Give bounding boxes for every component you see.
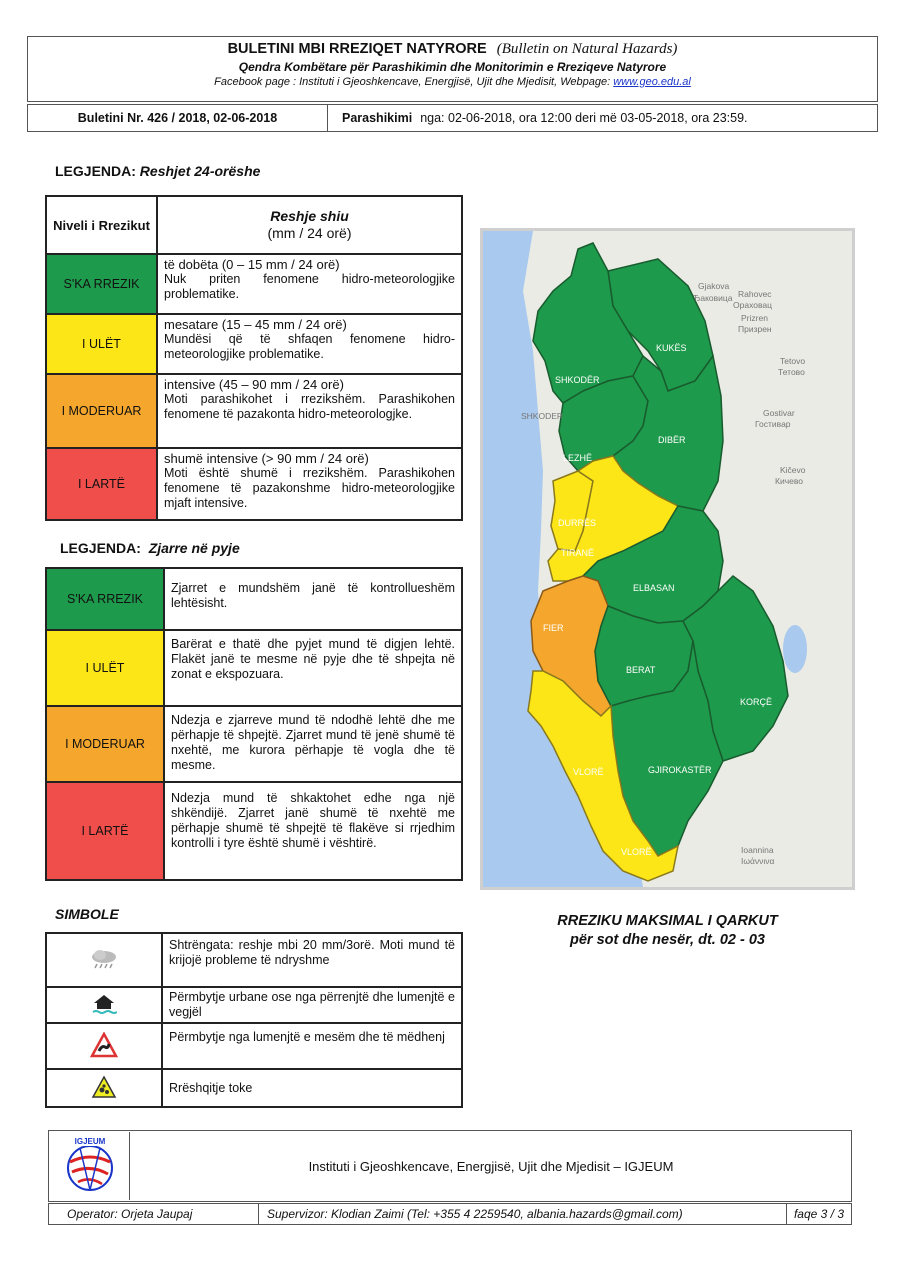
legend-fire-label: LEGJENDA: (60, 540, 141, 556)
risk-map (480, 228, 855, 890)
rain-desc-head: mesatare (15 – 45 mm / 24 orë) (164, 317, 347, 332)
bulletin-header (27, 36, 878, 102)
header-title: BULETINI MBI RREZIQET NATYRORE (227, 41, 487, 57)
footer-page: faqe 3 / 3 (793, 1207, 845, 1221)
legend-rain-subtitle: Reshjet 24-orëshe (139, 163, 261, 179)
storm-cloud-icon (46, 933, 162, 987)
footer-operator: Operator: Orjeta Jaupaj (49, 1204, 259, 1224)
bg-label: Тетово (778, 367, 805, 377)
symbol-row (46, 1023, 462, 1069)
lake (783, 625, 807, 673)
forecast-text: nga: 02-06-2018, ora 12:00 deri më 03-05-2018, ora 23:59. (420, 111, 748, 125)
bg-label: Призрен (738, 324, 772, 334)
rain-desc (157, 374, 462, 448)
fire-legend-table (45, 567, 463, 881)
rain-level-none: S'KA RREZIK (46, 254, 157, 314)
rain-col-amount-unit: (mm / 24 orë) (267, 225, 352, 241)
rain-legend-table (45, 195, 463, 521)
header-title-line (28, 41, 877, 58)
label-vlore: VLORË (573, 767, 604, 777)
rain-desc-head: intensive (45 – 90 mm / 24 orë) (164, 377, 344, 392)
label-elbasan: ELBASAN (633, 583, 675, 593)
rain-col-level-header: Niveli i Rrezikut (46, 196, 157, 254)
footer-institute: Instituti i Gjeoshkencave, Energjisë, Ujit dhe Mjedisit – IGJEUM (308, 1158, 674, 1174)
rain-desc-text: Mundësi që të shfaqen fenomene hidro-meteorologjike problematike. (164, 332, 455, 361)
bg-label: Prizren (741, 313, 768, 323)
label-tirane: TIRANË (561, 548, 595, 558)
header-links (28, 76, 877, 88)
bulletin-number: Buletini Nr. 426 / 2018, 02-06-2018 (28, 105, 328, 131)
bg-label: Ιωάννινα (741, 856, 775, 866)
legend-rain-title (55, 163, 260, 179)
label-berat: BERAT (626, 665, 656, 675)
bg-label: Gostivar (763, 408, 795, 418)
rain-level-low: I ULËT (46, 314, 157, 374)
fire-desc: Ndezja e zjarreve mund të ndodhë lehtë dhe me përhapje të shpejtë. Zjarret mund të jenë shumë të nxehtë, me kurora përhapje të vogla dhe të mesme. (164, 706, 462, 782)
fire-level-high: I LARTË (46, 782, 164, 880)
label-durres: DURRËS (558, 518, 597, 528)
label-diber: DIBËR (658, 435, 686, 445)
river-flood-icon (46, 1023, 162, 1069)
symbol-row (46, 933, 462, 987)
header-title-en: (Bulletin on Natural Hazards) (496, 41, 678, 57)
header-links-prefix: Facebook page : Instituti i Gjeoshkencave, Energjisë, Ujit dhe Mjedisit, Webpage: (214, 76, 614, 88)
bg-label: Гостивар (755, 419, 791, 429)
map-caption-line2: për sot dhe nesër, dt. 02 - 03 (569, 932, 765, 948)
bg-label: Gjakova (698, 281, 730, 291)
label-lezhe: LEZHË (563, 453, 593, 463)
label-korce: KORÇË (740, 697, 773, 707)
rain-desc (157, 254, 462, 314)
bg-label: Ioannina (741, 845, 774, 855)
urban-flood-icon (46, 987, 162, 1023)
bg-label: Ђаковица (693, 293, 733, 303)
rain-row (46, 448, 462, 520)
legend-rain-label: LEGJENDA: (55, 163, 136, 179)
symbols-title: SIMBOLE (55, 906, 119, 922)
rain-row (46, 314, 462, 374)
forecast-period (328, 105, 877, 131)
rain-desc (157, 448, 462, 520)
symbol-desc: Rrëshqitje toke (162, 1069, 462, 1107)
albania-map-svg (483, 231, 852, 887)
fire-row (46, 568, 462, 630)
bg-label: Kičevo (780, 465, 806, 475)
website-link[interactable]: www.geo.edu.al (613, 76, 691, 88)
rain-level-high: I LARTË (46, 448, 157, 520)
footer-supervisor: Supervizor: Klodian Zaimi (Tel: +355 4 2259540, albania.hazards@gmail.com) (259, 1204, 787, 1224)
rain-desc-head: shumë intensive (> 90 mm / 24 orë) (164, 451, 369, 466)
map-caption-line1: RREZIKU MAKSIMAL I QARKUT (557, 913, 778, 929)
logo-text: IGJEUM (74, 1137, 106, 1146)
fire-row (46, 630, 462, 706)
fire-level-moderate: I MODERUAR (46, 706, 164, 782)
landslide-icon (46, 1069, 162, 1107)
rain-col-amount-header (157, 196, 462, 254)
fire-level-none: S'KA RREZIK (46, 568, 164, 630)
rain-level-moderate: I MODERUAR (46, 374, 157, 448)
symbol-desc: Shtrëngata: reshje mbi 20 mm/3orë. Moti mund të krijojë probleme të ndryshme (162, 933, 462, 987)
legend-fire-title (60, 540, 240, 556)
fire-row (46, 782, 462, 880)
footer-logo (50, 1132, 130, 1200)
label-gjirokaster: GJIROKASTËR (648, 765, 712, 775)
rain-desc-text: Nuk priten fenomene hidro-meteorologjike problematike. (164, 272, 455, 301)
symbols-table (45, 932, 463, 1108)
legend-fire-subtitle: Zjarre në pyje (148, 540, 240, 556)
label-vlore-south: VLORË (621, 847, 652, 857)
header-subtitle: Qendra Kombëtare për Parashikimin dhe Monitorimin e Rreziqeve Natyrore (238, 60, 667, 74)
label-fier: FIER (543, 623, 564, 633)
label-kukes: KUKËS (656, 343, 687, 353)
rain-row (46, 254, 462, 314)
fire-desc: Barërat e thatë dhe pyjet mund të digjen lehtë. Flakët janë te mesme në pyje dhe të shpejta në zonat e ekspozuara. (164, 630, 462, 706)
fire-desc: Ndezja mund të shkaktohet edhe nga një shkëndijë. Zjarret janë shumë të nxehtë me përhapje shumë të shpejtë të flakëve si rrjedhim kontrolli i tyre është shumë i vështirë. (164, 782, 462, 880)
bg-label: Rahovec (738, 289, 772, 299)
bg-label: Tetovo (780, 356, 806, 366)
fire-desc: Zjarret e mundshëm janë të kontrollueshëm lehtësisht. (164, 568, 462, 630)
rain-desc-text: Moti parashikohet i rrezikshëm. Parashikohen fenomene të pazakonta hidro-meteorologjke. (164, 392, 455, 421)
symbol-row (46, 1069, 462, 1107)
forecast-label: Parashikimi (342, 111, 413, 125)
igjeum-logo-icon (50, 1132, 130, 1200)
rain-col-amount-title: Reshje shiu (270, 208, 349, 224)
fire-row (46, 706, 462, 782)
fire-level-low: I ULËT (46, 630, 164, 706)
bg-label: Ораховац (733, 300, 772, 310)
bulletin-info-bar (27, 104, 878, 132)
symbol-desc: Përmbytje nga lumenjtë e mesëm dhe të mëdhenj (162, 1023, 462, 1069)
label-shkoder: SHKODËR (555, 375, 600, 385)
bg-label: SHKODER (521, 411, 564, 421)
symbol-desc: Përmbytje urbane ose nga përrenjtë dhe lumenjtë e vegjël (162, 987, 462, 1023)
rain-desc-head: të dobëta (0 – 15 mm / 24 orë) (164, 257, 340, 272)
bg-label: Кичево (775, 476, 804, 486)
rain-row (46, 374, 462, 448)
symbol-row (46, 987, 462, 1023)
rain-desc-text: Moti është shumë i rrezikshëm. Parashikohen fenomene të pazakonshme hidro-meteorologjike mjaft intensive. (164, 466, 455, 510)
rain-desc (157, 314, 462, 374)
footer-bar (48, 1203, 852, 1225)
map-caption (480, 912, 855, 950)
